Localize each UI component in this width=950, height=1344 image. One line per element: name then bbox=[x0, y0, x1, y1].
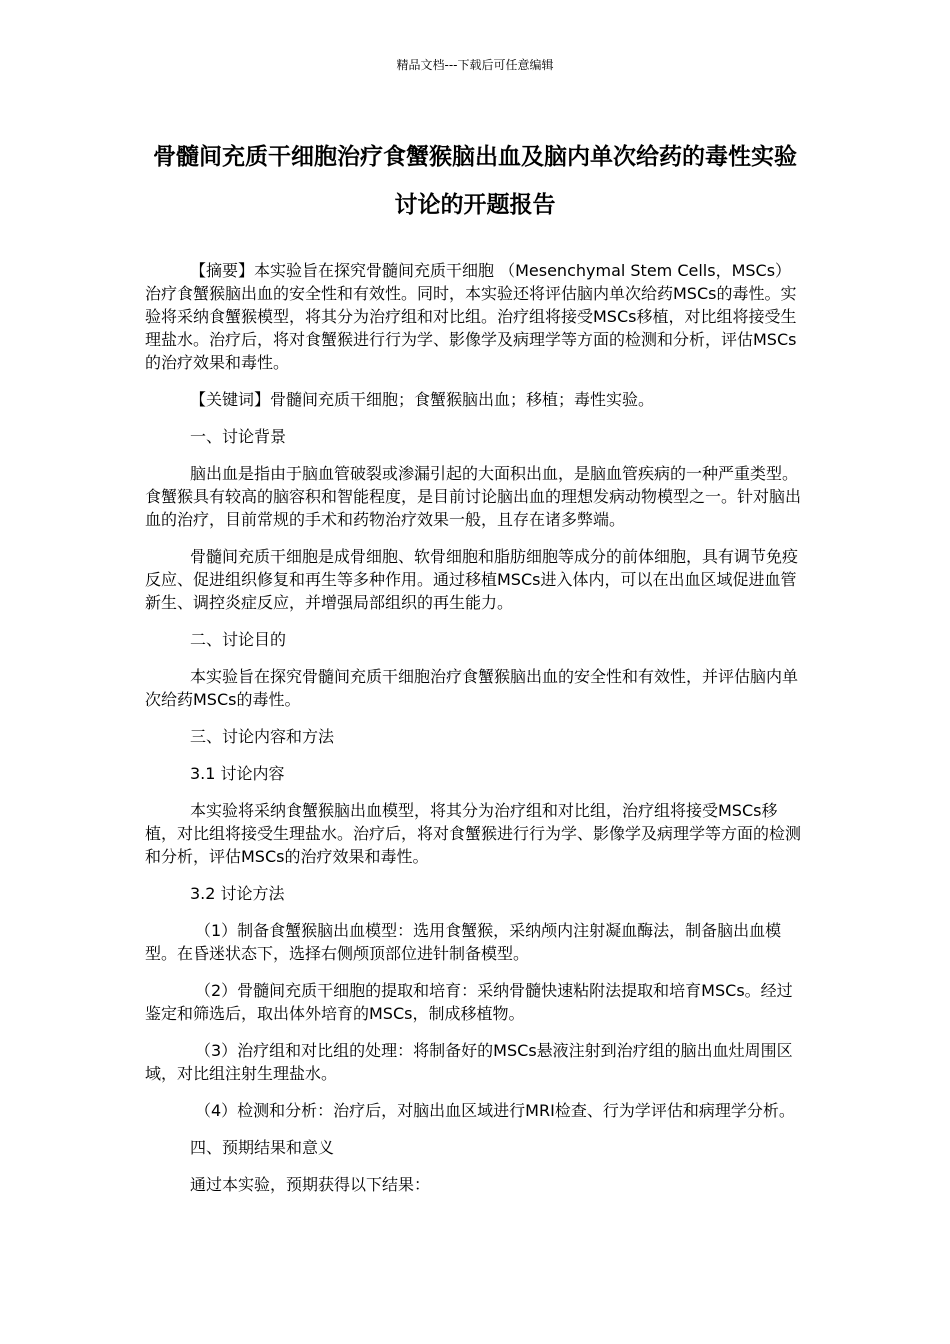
section-heading-purpose: 二、讨论目的 bbox=[190, 630, 287, 649]
document-title: 骨髓间充质干细胞治疗食蟹猴脑出血及脑内单次给药的毒性实验讨论的开题报告 bbox=[153, 144, 797, 218]
section-heading-background: 一、讨论背景 bbox=[190, 427, 287, 446]
abstract-text: 本实验旨在探究骨髓间充质干细胞 （Mesenchymal Stem Cells，MSCs） 治疗食蟹猴脑出血的安全性和有效性。同时，本实验还将评估脑内单次给药MSCs的毒性。实验将采纳食蟹猴模型，将其分为治疗组和对比组。治疗组将接受MSCs移植，对比组将接受生理盐水。治疗后，将对食蟹猴进行行为学、影像学及病理学等方面的检测和分析，评估MSCs的治疗效果和毒性。 bbox=[145, 261, 797, 372]
keywords-label: 【关键词】 bbox=[190, 390, 271, 409]
header-note: 精品文档---下载后可任意编辑 bbox=[396, 58, 554, 72]
method-item-1: （1）制备食蟹猴脑出血模型：选用食蟹猴，采纳颅内注射凝血酶法，制备脑出血模型。在昏迷状态下，选择右侧颅顶部位进针制备模型。 bbox=[145, 921, 782, 963]
method-item-2: （2）骨髓间充质干细胞的提取和培育：采纳骨髓快速粘附法提取和培育MSCs。经过鉴定和筛选后，取出体外培育的MSCs，制成移植物。 bbox=[145, 981, 793, 1023]
section-heading-expected-results: 四、预期结果和意义 bbox=[190, 1138, 335, 1157]
document-body bbox=[145, 259, 805, 1210]
background-paragraph-2: 骨髓间充质干细胞是成骨细胞、软骨细胞和脂肪细胞等成分的前体细胞，具有调节免疫反应、促进组织修复和再生等多种作用。通过移植MSCs进入体内，可以在出血区域促进血管新生、调控炎症反应，并增强局部组织的再生能力。 bbox=[145, 547, 799, 612]
subsection-heading-methods: 3.2 讨论方法 bbox=[190, 884, 285, 903]
method-item-4: （4）检测和分析：治疗后，对脑出血区域进行MRI检查、行为学评估和病理学分析。 bbox=[195, 1101, 795, 1120]
method-item-3: （3）治疗组和对比组的处理：将制备好的MSCs悬液注射到治疗组的脑出血灶周围区域，对比组注射生理盐水。 bbox=[145, 1041, 793, 1083]
abstract-label: 【摘要】 bbox=[190, 261, 255, 280]
background-paragraph-1: 脑出血是指由于脑血管破裂或渗漏引起的大面积出血，是脑血管疾病的一种严重类型。食蟹猴具有较高的脑容积和智能程度，是目前讨论脑出血的理想发病动物模型之一。针对脑出血的治疗，目前常规的手术和药物治疗效果一般，且存在诸多弊端。 bbox=[145, 464, 802, 529]
purpose-paragraph: 本实验旨在探究骨髓间充质干细胞治疗食蟹猴脑出血的安全性和有效性，并评估脑内单次给药MSCs的毒性。 bbox=[145, 667, 799, 709]
keywords-paragraph bbox=[145, 388, 805, 411]
keywords-text: 骨髓间充质干细胞；食蟹猴脑出血；移植；毒性实验。 bbox=[270, 390, 655, 409]
section-heading-methods: 三、讨论内容和方法 bbox=[190, 727, 335, 746]
content-paragraph: 本实验将采纳食蟹猴脑出血模型，将其分为治疗组和对比组，治疗组将接受MSCs移植，对比组将接受生理盐水。治疗后，将对食蟹猴进行行为学、影像学及病理学等方面的检测和分析，评估MSCs的治疗效果和毒性。 bbox=[145, 801, 802, 866]
expected-results-paragraph: 通过本实验，预期获得以下结果： bbox=[190, 1175, 431, 1194]
abstract-paragraph bbox=[145, 259, 805, 374]
subsection-heading-content: 3.1 讨论内容 bbox=[190, 764, 285, 783]
